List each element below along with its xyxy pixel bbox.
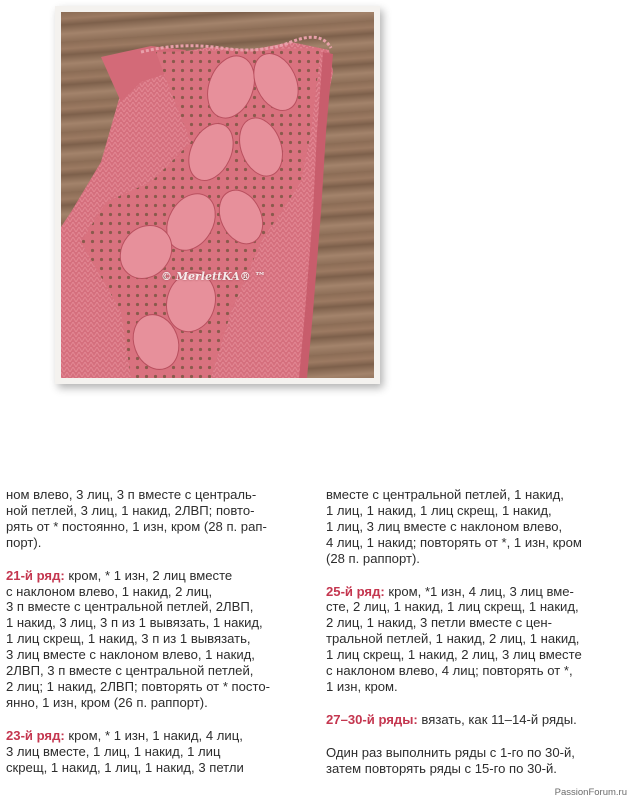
text-line: 1 лиц, 1 накид, 1 лиц скрещ, 1 накид, — [326, 502, 552, 518]
paragraph-row-continuation — [6, 487, 306, 551]
text-line — [6, 568, 306, 584]
text-line: с наклоном влево, 4 лиц; повторять от *, — [326, 663, 573, 679]
photo-watermark: © MerlettKA® ™ — [161, 270, 266, 283]
text-line: 3 лиц вместе с наклоном влево, 1 накид, — [6, 647, 255, 663]
text-line: скрещ, 1 накид, 1 лиц, 1 накид, 3 петли — [6, 759, 244, 775]
text-line: 1 изн, кром. — [326, 678, 398, 694]
text-line: 1 накид, 3 лиц, 3 п из 1 вывязать, 1 накид, — [6, 615, 263, 631]
paragraph-row-21 — [6, 568, 306, 711]
paragraph-row-25 — [326, 584, 628, 695]
instructions-right-column — [326, 487, 628, 794]
paragraph-rows-27-30 — [326, 712, 628, 728]
paragraph-repeat-note — [326, 745, 628, 777]
knitted-garment-illustration — [61, 12, 374, 378]
row-text: кром, *1 изн, 4 лиц, 3 лиц вме- — [384, 583, 574, 599]
row-label: 23-й ряд: — [6, 727, 65, 743]
text-line: Один раз выполнить ряды с 1-го по 30-й, — [326, 744, 575, 760]
text-line — [6, 728, 306, 744]
text-line: с наклоном влево, 1 накид, 2 лиц, — [6, 583, 213, 599]
row-label: 21-й ряд: — [6, 567, 65, 583]
text-line: янно, 1 изн, кром (26 п. раппорт). — [6, 694, 208, 710]
text-line: ной петлей, 3 лиц, 1 накид, 2ЛВП; повто- — [6, 502, 255, 518]
photo-frame — [55, 6, 380, 384]
text-line: 2 лиц, 1 накид, 3 петли вместе с цен- — [326, 615, 553, 631]
row-label: 27–30-й ряды: — [326, 711, 418, 727]
text-line: сте, 2 лиц, 1 накид, 1 лиц скрещ, 1 накид, — [326, 599, 579, 615]
knitted-top-photo — [61, 12, 374, 378]
text-line: вместе с центральной петлей, 1 накид, — [326, 487, 564, 502]
text-line: 2 лиц; 1 накид, 2ЛВП; повторять от * посто- — [6, 678, 270, 694]
text-line: ном влево, 3 лиц, 3 п вместе с централь- — [6, 487, 257, 502]
row-text: вязать, как 11–14-й ряды. — [417, 711, 577, 727]
text-line: порт). — [6, 534, 42, 550]
row-text: кром, * 1 изн, 1 накид, 4 лиц, — [64, 727, 243, 743]
text-line: 1 лиц скрещ, 1 накид, 2 лиц, 3 лиц вместе — [326, 647, 582, 663]
row-label: 25-й ряд: — [326, 583, 385, 599]
instructions-left-column — [6, 487, 306, 793]
text-line: 1 лиц скрещ, 1 накид, 3 п из 1 вывязать, — [6, 631, 251, 647]
text-line: 4 лиц, 1 накид; повторять от *, 1 изн, кром — [326, 534, 582, 550]
text-line: затем повторять ряды с 15-го по 30-й. — [326, 760, 557, 776]
text-line: 2ЛВП, 3 п вместе с центральной петлей, — [6, 663, 254, 679]
text-line — [326, 584, 628, 600]
row-text: кром, * 1 изн, 2 лиц вместе — [64, 567, 233, 583]
text-line: тральной петлей, 1 накид, 2 лиц, 1 накид, — [326, 631, 580, 647]
text-line: 3 п вместе с центральной петлей, 2ЛВП, — [6, 599, 254, 615]
text-line: 3 лиц вместе, 1 лиц, 1 накид, 1 лиц — [6, 743, 221, 759]
text-line: 1 лиц, 3 лиц вместе с наклоном влево, — [326, 518, 563, 534]
site-watermark: PassionForum.ru — [554, 787, 627, 798]
paragraph-row-23-continuation — [326, 487, 628, 567]
paragraph-row-23 — [6, 728, 306, 776]
text-line: рять от * постоянно, 1 изн, кром (28 п. рап- — [6, 518, 267, 534]
text-line: (28 п. раппорт). — [326, 550, 420, 566]
text-line — [326, 712, 628, 728]
